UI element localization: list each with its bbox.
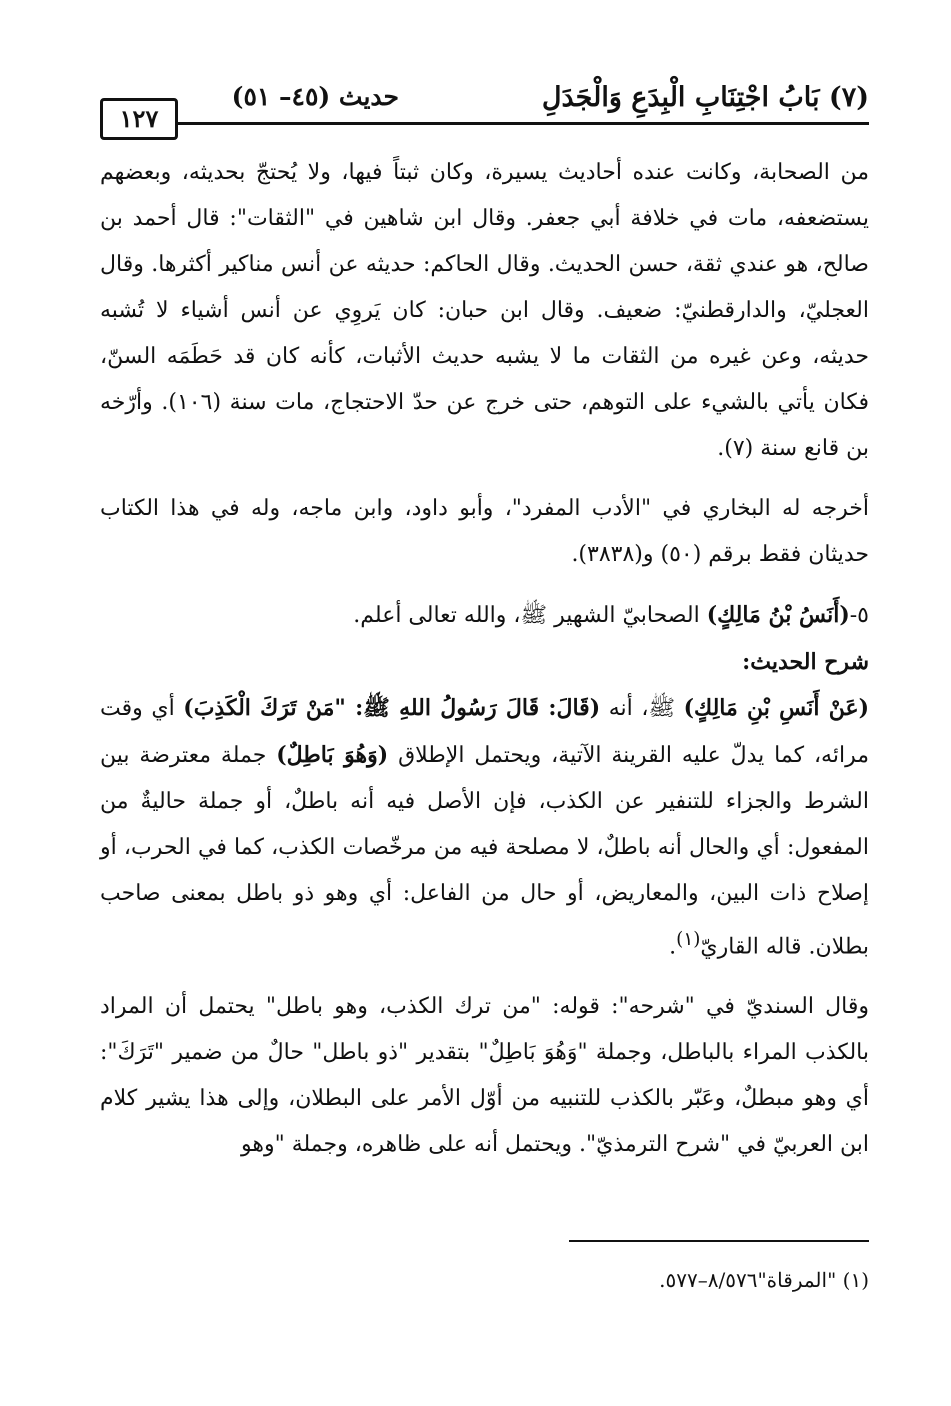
- hadith-text: (قَالَ: قَالَ رَسُولُ اللهِ ﷺ: "مَنْ تَرَكَ الْكَذِبَ): [183, 695, 601, 721]
- header-rule: [174, 122, 869, 125]
- paragraph-sindi: وقال السنديّ في "شرحه": قوله: "من ترك الكذب، وهو باطل" يحتمل أن المراد بالكذب المراء بالباطل، وجملة "وَهُوَ بَاطِلٌ" بتقدير "ذو باطل" حالٌ من ضمير "تَرَكَ": أي وهو مبطلٌ، وعَبّر بالكذب للتنبيه من أوّل الأمر على البطلان، وإلى هذا يشير كلام ابن العربيّ في "شرح الترمذيّ". ويحتمل أنه على ظاهره، وجملة "وهو: [100, 994, 869, 1158]
- narrator-item: [100, 592, 869, 639]
- hadith-range: حديث (٤٥– ٥١): [231, 82, 399, 111]
- paragraph-takhrij: أخرجه له البخاري في "الأدب المفرد"، وأبو داود، وابن ماجه، وله في هذا الكتاب حديثان فقط برقم (٥٠) و(٣٨٣٨).: [100, 496, 869, 567]
- hadith-opening-mid: ﷺ، أنه: [600, 696, 684, 721]
- narrator-number: ٥-: [849, 603, 869, 628]
- footnote-reference[interactable]: (١): [676, 929, 701, 950]
- explanation-part1: أي وقت مرائه، كما يدلّ عليه القرينة الآتية، ويحتمل الإطلاق: [100, 696, 869, 768]
- hadith-opening: (عَنْ أَنَسِ بْنِ مَالِكٍ): [683, 695, 870, 721]
- main-text: [100, 150, 869, 1182]
- section-title: شرح الحديث:: [742, 649, 869, 675]
- footnote-rule: [569, 1240, 869, 1242]
- paragraph-narrator-biography: من الصحابة، وكانت عنده أحاديث يسيرة، وكان ثبتاً فيها، ولا يُحتجّ بحديثه، وبعضهم يستضعفه، مات في خلافة أبي جعفر. وقال ابن شاهين في "الثقات": قال أحمد بن صالح، هو عندي ثقة، حسن الحديث. وقال الحاكم: حديثه عن أنس مناكير أكثرها. وقال العجليّ، والدارقطنيّ: ضعيف. وقال ابن حبان: كان يَروِي عن أنس أشياء لا تُشبه حديثه، وعن غيره من الثقات ما لا يشبه حديث الأثبات، كأنه كان قد حَطَمَه السنّ، فكان يأتي بالشيء على التوهم، حتى خرج عن حدّ الاحتجاج، مات سنة (١٠٦). وأرّخه بن قانع سنة (٧).: [100, 160, 870, 461]
- chapter-title: (٧) بَابُ اجْتِنَابِ الْبِدَعِ وَالْجَدَلِ: [541, 82, 869, 113]
- narrator-description: الصحابيّ الشهير ﷺ، والله تعالى أعلم.: [353, 603, 707, 628]
- paragraph-explanation: [100, 685, 869, 970]
- narrator-name: (أَنَسُ بْنُ مَالِكٍ): [706, 602, 850, 628]
- explanation-part2: جملة معترضة بين الشرط والجزاء للتنفير عن الكذب، فإن الأصل فيه أنه باطلٌ، أو جملة حاليةٌ من المفعول: أي والحال أنه باطلٌ، لا مصلحة فيه من مرخّصات الكذب، كما في الحرب، أو إصلاح ذات البين، والمعاريض، أو حال من الفاعل: أي وهو ذو باطل بمعنى صاحب بطلان. قاله القاريّ: [100, 743, 869, 960]
- page-number: ١٢٧: [100, 98, 178, 140]
- footnote: (١) "المرقاة"٨/٥٧٦–٥٧٧.: [659, 1268, 869, 1292]
- explanation-end: .: [669, 934, 677, 960]
- hadith-phrase: (وَهُوَ بَاطِلٌ): [276, 742, 389, 768]
- page-header: [100, 78, 869, 133]
